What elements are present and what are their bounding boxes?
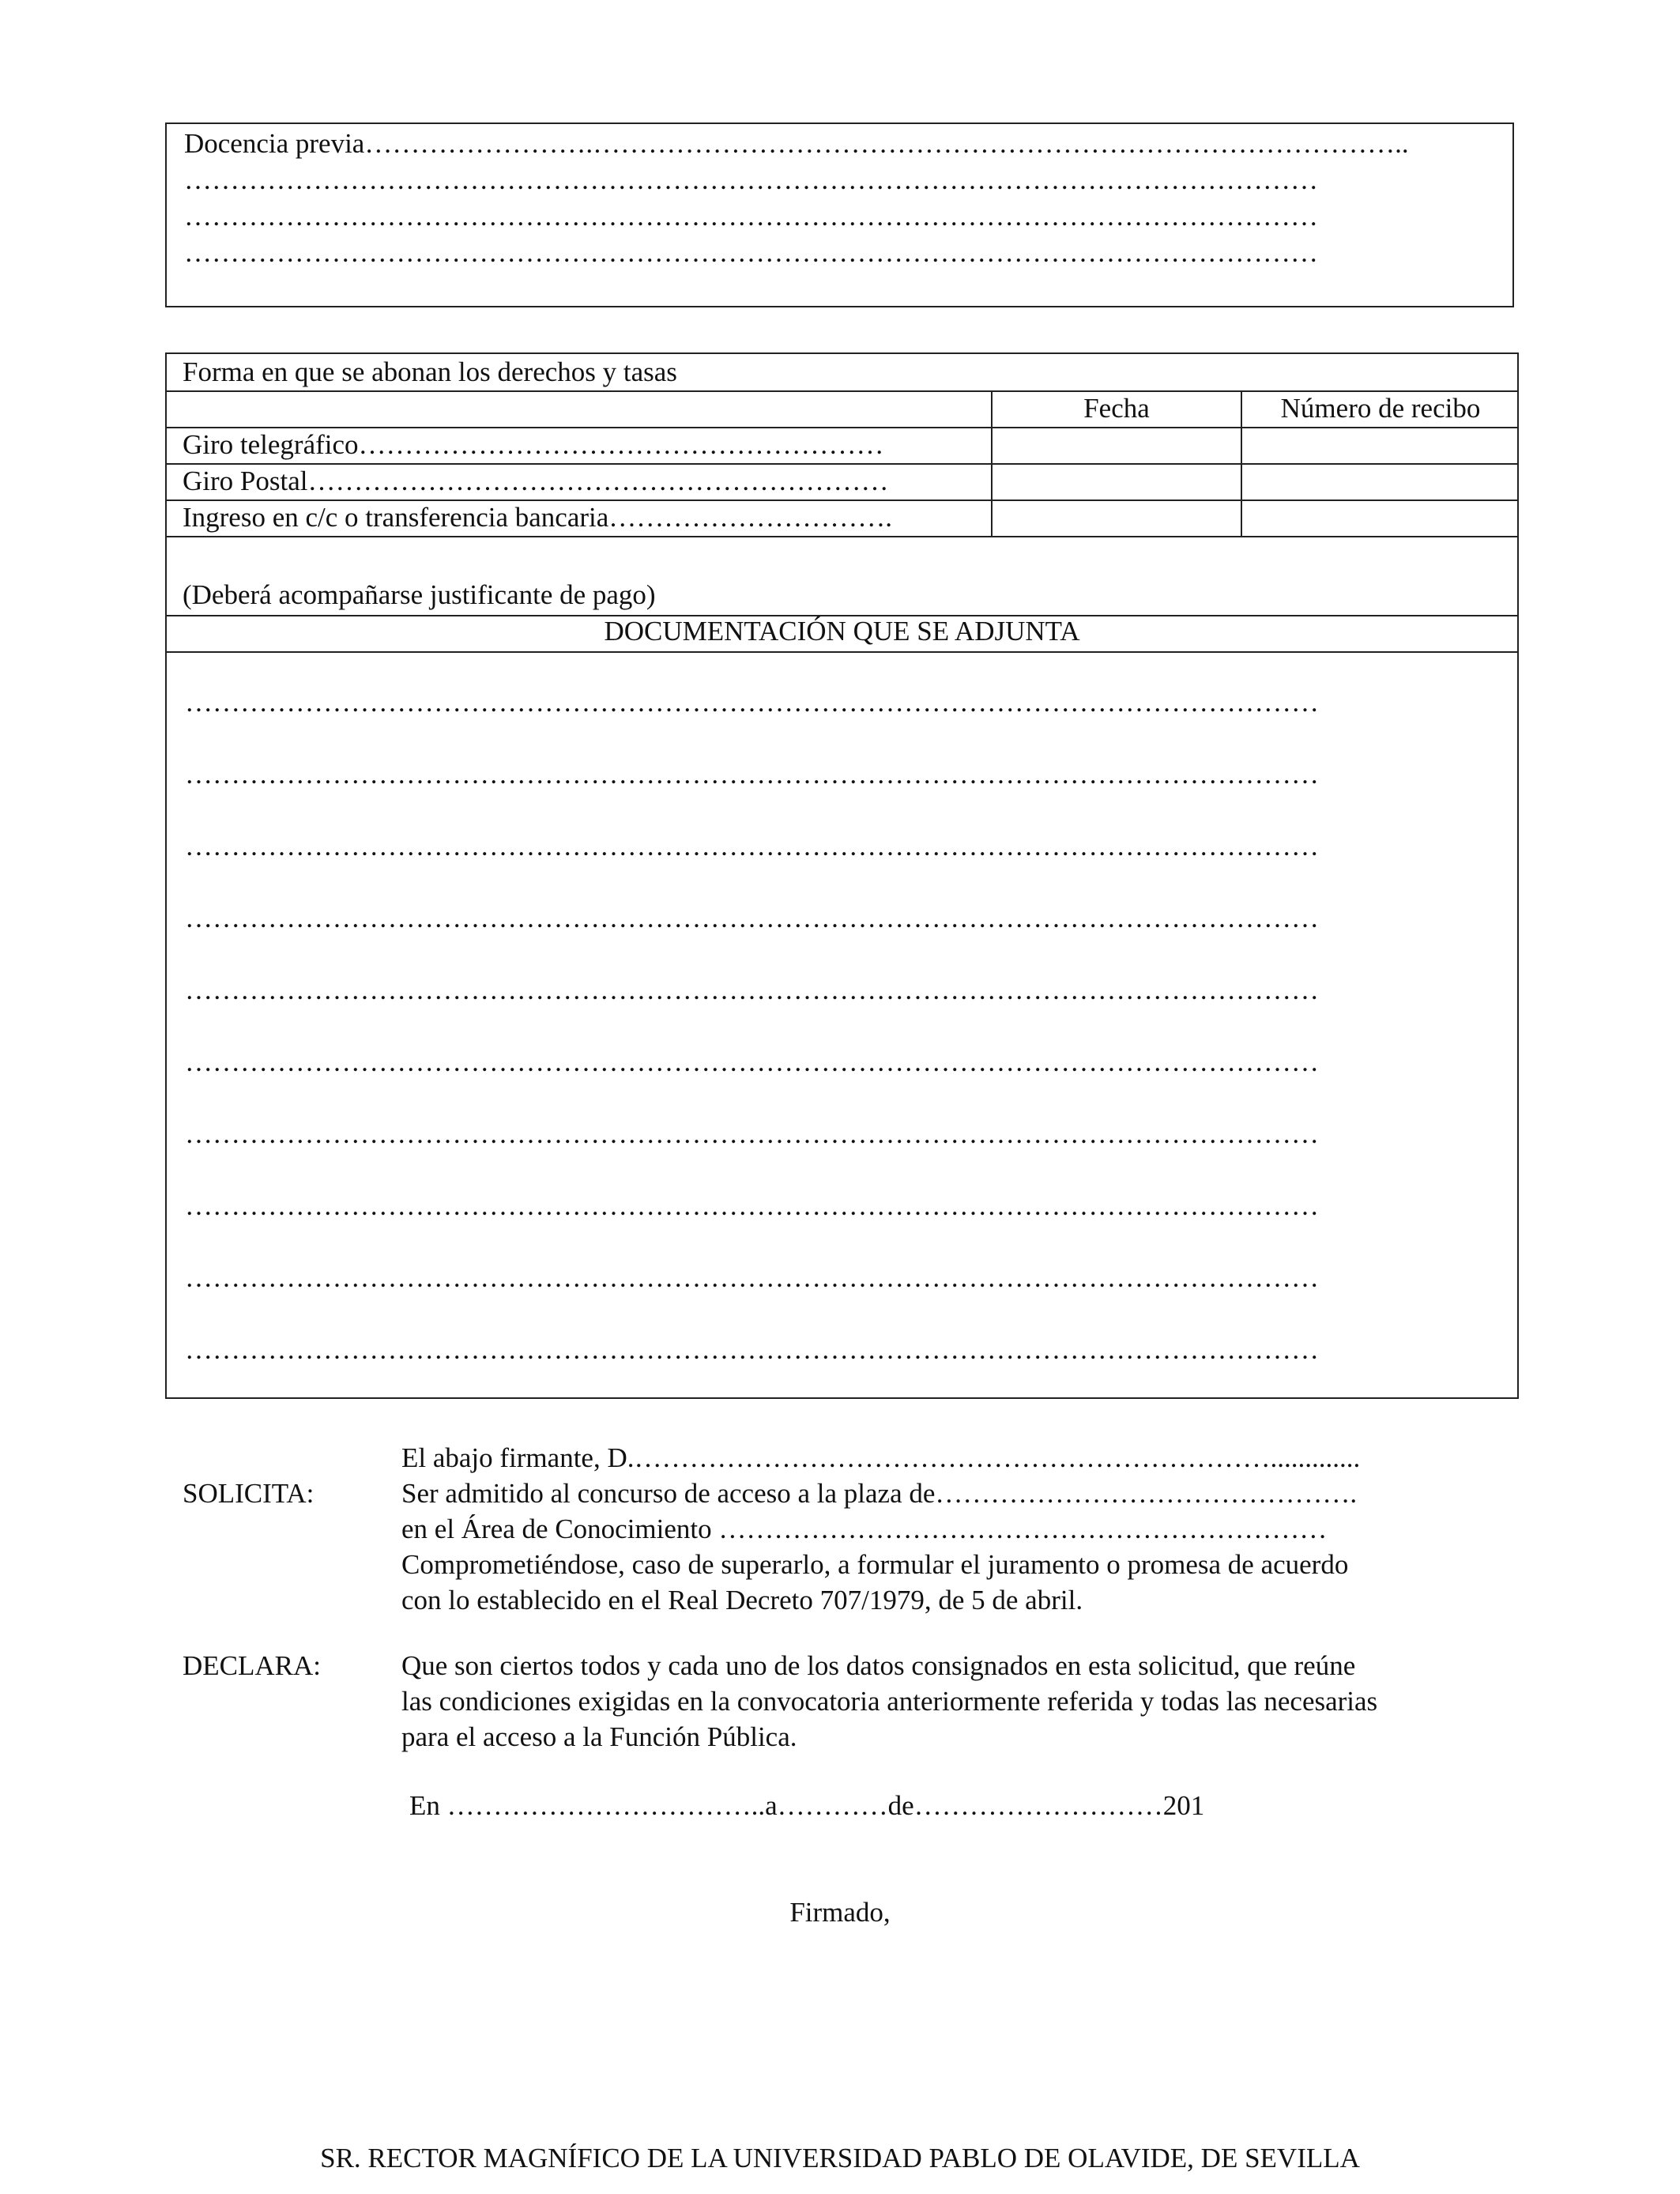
payment-row-label: Ingreso en c/c o transferencia bancaria — [183, 502, 609, 533]
docencia-previa-dots: …………………….…………………………………………………………………………….. — [364, 128, 1409, 159]
declara-line: Que son ciertos todos y cada uno de los datos consignados en esta solicitud, que reúne — [401, 1650, 1356, 1681]
place-date-line[interactable]: En ……………………………..a…………de………………………201 — [409, 1790, 1205, 1821]
fecha-input-cell[interactable] — [993, 465, 1239, 498]
fecha-input-cell[interactable] — [993, 428, 1239, 462]
docencia-previa-line[interactable] — [184, 126, 1496, 162]
documentation-heading: DOCUMENTACIÓN QUE SE ADJUNTA — [604, 616, 1080, 647]
column-numero-recibo: Número de recibo — [1280, 393, 1481, 424]
table-rule — [167, 651, 1517, 653]
signed-label: Firmado, — [789, 1897, 891, 1928]
documentation-line[interactable]: …………………………………………………………………………………………………………… — [185, 1334, 1319, 1365]
docencia-dots-line[interactable]: …………………………………………………………………………………………………………… — [184, 201, 1318, 232]
payment-row-giro-postal — [183, 463, 888, 499]
docencia-previa-label: Docencia previa — [184, 128, 365, 159]
documentation-line[interactable]: …………………………………………………………………………………………………………… — [185, 1190, 1319, 1221]
recibo-input-cell[interactable] — [1242, 465, 1517, 498]
payment-row-label: Giro Postal — [183, 466, 308, 496]
documentation-line[interactable]: …………………………………………………………………………………………………………… — [185, 1118, 1319, 1149]
documentation-line[interactable]: …………………………………………………………………………………………………………… — [185, 831, 1319, 861]
solicita-area-line[interactable]: en el Área de Conocimiento ………………………………………………………… — [401, 1514, 1328, 1544]
column-fecha: Fecha — [1083, 393, 1150, 424]
declara-line: las condiciones exigidas en la convocatoria anteriormente referida y todas las necesarias — [401, 1686, 1378, 1717]
declara-line: para el acceso a la Función Pública. — [401, 1721, 797, 1752]
solicita-label: SOLICITA: — [183, 1478, 315, 1509]
solicita-decreto-line: con lo establecido en el Real Decreto 707/1979, de 5 de abril. — [401, 1585, 1083, 1615]
documentation-line[interactable]: …………………………………………………………………………………………………………… — [185, 1046, 1319, 1077]
payment-row-label: Giro telegráfico — [183, 429, 359, 460]
payment-row-giro-telegrafico — [183, 427, 884, 463]
payment-row-dots: ……………………………………………………… — [307, 466, 889, 496]
documentation-line[interactable]: …………………………………………………………………………………………………………… — [185, 687, 1319, 718]
payment-row-ingreso — [183, 499, 892, 536]
declara-label: DECLARA: — [183, 1650, 321, 1681]
applicant-name-line[interactable]: El abajo firmante, D.……………………………………………………………............. — [401, 1442, 1361, 1473]
documentation-line[interactable]: …………………………………………………………………………………………………………… — [185, 759, 1319, 790]
documentation-line[interactable]: …………………………………………………………………………………………………………… — [185, 974, 1319, 1005]
payment-row-dots: ………………………………………………… — [358, 429, 884, 460]
addressee: SR. RECTOR MAGNÍFICO DE LA UNIVERSIDAD PABLO DE OLAVIDE, DE SEVILLA — [320, 2143, 1360, 2173]
recibo-input-cell[interactable] — [1242, 501, 1517, 534]
payment-heading: Forma en que se abonan los derechos y tasas — [183, 356, 677, 387]
solicita-plaza-line[interactable]: Ser admitido al concurso de acceso a la plaza de………………………………………. — [401, 1478, 1358, 1509]
docencia-dots-line[interactable]: …………………………………………………………………………………………………………… — [184, 237, 1318, 268]
docencia-previa-box — [165, 123, 1514, 307]
fecha-input-cell[interactable] — [993, 501, 1239, 534]
recibo-input-cell[interactable] — [1242, 428, 1517, 462]
docencia-dots-line[interactable]: …………………………………………………………………………………………………………… — [184, 164, 1318, 195]
solicita-compromiso-line: Comprometiéndose, caso de superarlo, a formular el juramento o promesa de acuerdo — [401, 1549, 1349, 1580]
payment-table — [165, 352, 1519, 1399]
table-rule — [167, 536, 1517, 537]
payment-note: (Deberá acompañarse justificante de pago) — [183, 579, 656, 610]
documentation-line[interactable]: …………………………………………………………………………………………………………… — [185, 903, 1319, 933]
documentation-line[interactable]: …………………………………………………………………………………………………………… — [185, 1262, 1319, 1293]
declara-paragraph — [401, 1648, 1500, 1755]
payment-row-dots: …………………………. — [608, 502, 893, 533]
